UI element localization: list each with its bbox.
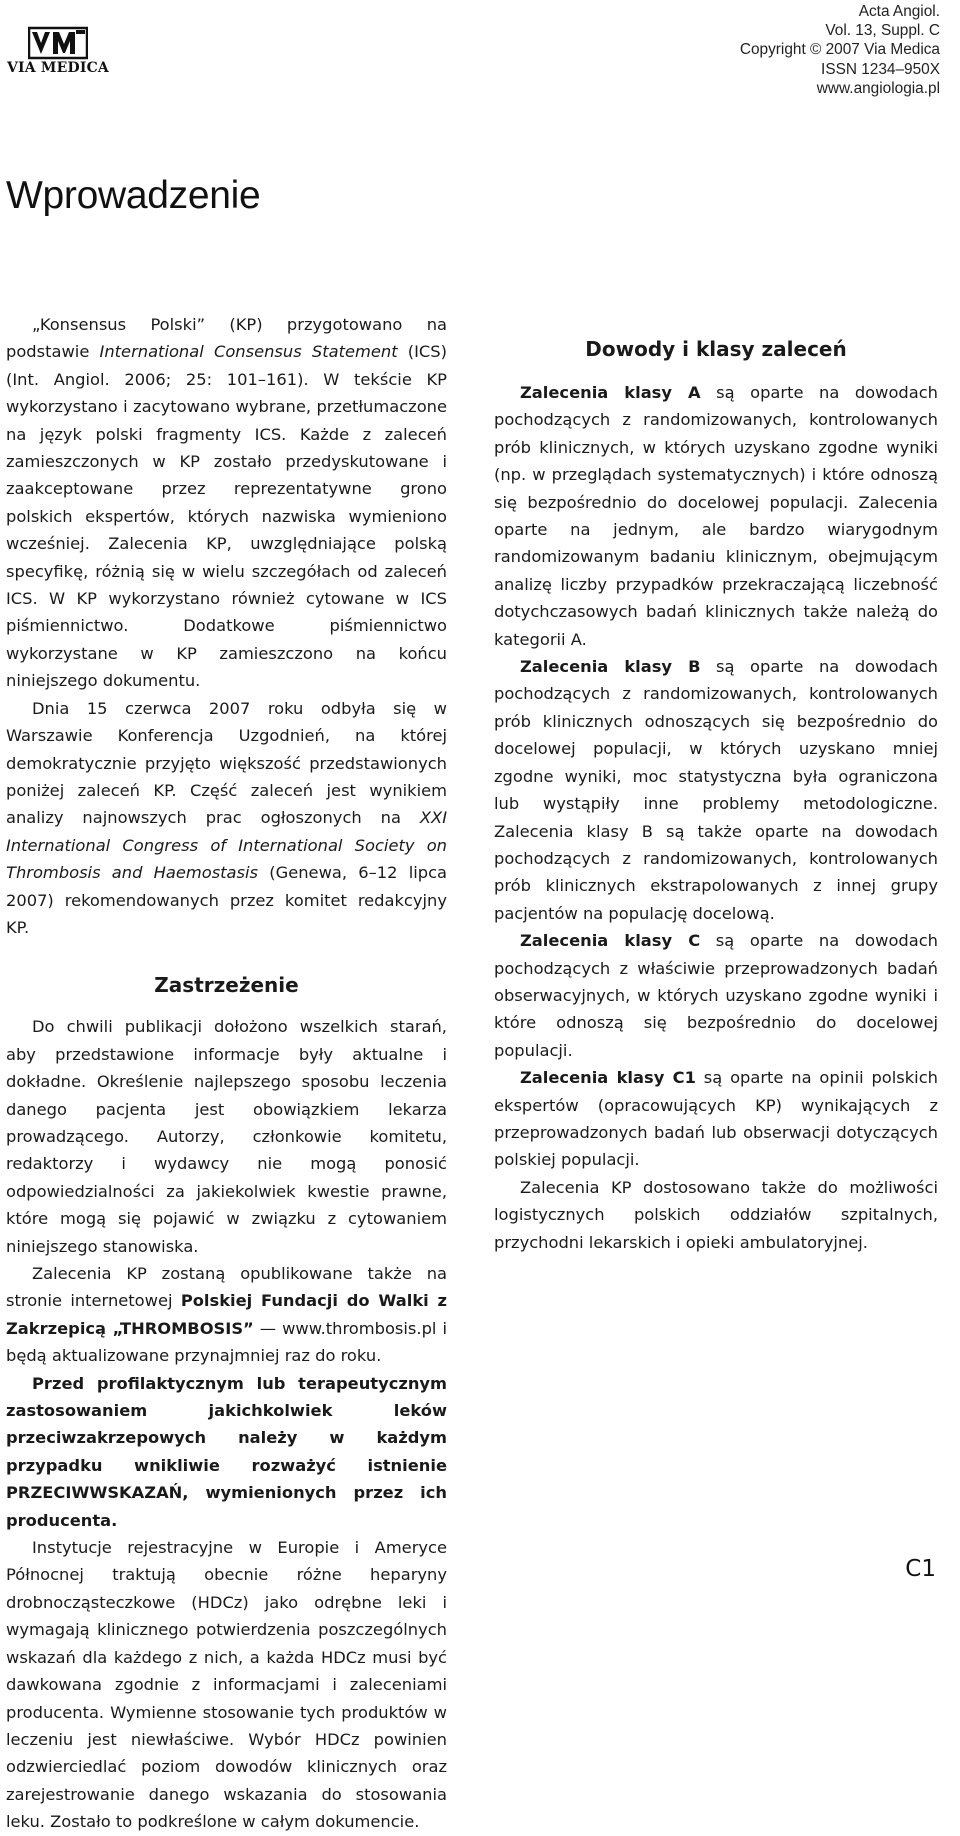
journal-volume: Vol. 13, Suppl. C	[825, 22, 940, 40]
meeting-text-2: (Genewa, 6–12 lipca 2007) rekomendowanych przez komitet redakcyjny KP.	[6, 863, 448, 937]
warning-text: Przed profilaktycznym lub terapeutycznym zastosowaniem jakichkolwiek leków przeciwzakrzepowych należy w każdym przypadku wnikliwie rozważyć istnienie PRZECIWWSKAZAŃ, wymienionych przez ich producenta.	[6, 1373, 447, 1530]
intro-text-2: (ICS) (Int. Angiol. 2006; 25: 101–161). W tekście KP wykorzystano i zacytowano wybrane, przetłumaczone na język polski fragmenty ICS. Każde z zaleceń zamieszczonych w KP zostało przedyskutowane i zaakceptowane przez reprezentatywne grono polskich ekspertów, których nazwiska wymieniono wcześniej. Zalecenia KP, uwzględniające polską specyfikę, różnią się w wielu szczegółach od zaleceń ICS. W KP wykorzystano również cytowane w ICS piśmiennictwo. Dodatkowe piśmiennictwo wykorzystane w KP zamieszczono na końcu niniejszego dokumentu.	[6, 342, 447, 691]
meeting-paragraph	[6, 695, 447, 942]
class-a-paragraph	[494, 379, 938, 653]
journal-issn: ISSN 1234–950X	[821, 60, 940, 78]
publish-text-2: — www.thrombosis.pl i będą aktualizowane przynajmniej raz do roku.	[6, 1318, 447, 1366]
closing-paragraph: Zalecenia KP dostosowano także do możliwości logistycznych polskich oddziałów szpitalnych, przychodni lekarskich i opieki ambulatoryjnej.	[494, 1177, 938, 1252]
institutions-paragraph: Instytucje rejestracyjne w Europie i Ameryce Północnej traktują obecnie różne heparyny drobnocząsteczkowe (HDCz) jako odrębne leki i wymagają klinicznego potwierdzenia poszczególnych wskazań dla każdego z nich, a każda HDCz musi być dawkowana zgodnie z informacjami i zaleceniami producenta. Wymienne stosowanie tych produktów w leczeniu jest niewłaściwe. Wybór HDCz powinien odzwierciedlać poziom dowodów klinicznych oraz zarejestrowanie danego wskazania do stosowania leku. Zostało to podkreślone w całym dokumencie.	[6, 1538, 447, 1832]
journal-info	[740, 2, 940, 98]
evidence-heading: Dowody i klasy zaleceń	[585, 337, 847, 361]
class-c1-label: Zalecenia klasy C1	[520, 1068, 696, 1088]
class-a-text: są oparte na dowodach pochodzących z randomizowanych, kontrolowanych prób klinicznych, w których uzyskano zgodne wyniki (np. w przeglądach systematycznych) i które odnoszą się bezpośrednio do docelowej populacji. Zalecenia oparte na jednym, ale bardzo wiarygodnym randomizowanym badaniu klinicznym, obejmującym analizę liczby przypadków przekraczającą liczebność dotychczasowych badań klinicznych także należą do kategorii A.	[494, 383, 938, 649]
class-c-label: Zalecenia klasy C	[520, 931, 701, 951]
disclaimer-heading: Zastrzeżenie	[154, 973, 299, 998]
warning-paragraph	[6, 1370, 447, 1534]
journal-url: www.angiologia.pl	[816, 79, 940, 97]
class-c-paragraph	[494, 927, 938, 1064]
vm-monogram-icon	[28, 26, 88, 60]
publish-bold: Polskiej Fundacji do Walki z Zakrzepicą „THROMBOSIS”	[6, 1291, 448, 1338]
class-b-label: Zalecenia klasy B	[520, 657, 701, 677]
journal-title: Acta Angiol.	[858, 3, 940, 20]
left-column	[6, 311, 447, 1836]
via-medica-logo	[6, 26, 110, 78]
publish-text-1: Zalecenia KP zostaną opublikowane także na stronie internetowej	[6, 1264, 447, 1311]
intro-paragraph	[6, 311, 447, 695]
journal-copyright: Copyright © 2007 Via Medica	[739, 41, 940, 59]
page-title: Wprowadzenie	[6, 174, 261, 217]
intro-text-1: „Konsensus Polski” (KP) przygotowano na podstawie	[6, 315, 447, 362]
right-column	[494, 311, 938, 1256]
meeting-text-1: Dnia 15 czerwca 2007 roku odbyła się w Warszawie Konferencja Uzgodnień, na której demokratycznie przyjęto większość przedstawionych poniżej zaleceń KP. Część zaleceń jest wynikiem analizy najnowszych prac ogłoszonych na	[6, 698, 447, 828]
class-c1-paragraph	[494, 1064, 938, 1174]
publish-paragraph	[6, 1260, 447, 1370]
disclaimer-paragraph: Do chwili publikacji dołożono wszelkich starań, aby przedstawione informacje były aktualne i dokładne. Określenie najlepszego sposobu leczenia danego pacjenta jest obowiązkiem lekarza prowadzącego. Autorzy, członkowie komitetu, redaktorzy i wydawcy nie mogą ponosić odpowiedzialności za jakiekolwiek kwestie prawne, które mogą się pojawić w związku z cytowaniem niniejszego stanowiska.	[6, 1017, 447, 1256]
class-a-label: Zalecenia klasy A	[520, 383, 701, 402]
class-b-text: są oparte na dowodach pochodzących z randomizowanych, kontrolowanych prób klinicznych odnoszących się bezpośrednio do docelowej populacji, w których uzyskano mniej zgodne wyniki, moc statystyczna była ograniczona lub wystąpiły inne problemy metodologiczne. Zalecenia klasy B są także oparte na dowodach pochodzących z randomizowanych, kontrolowanych prób klinicznych ekstrapolowanych z innej grupy pacjentów na populację docelową.	[494, 657, 938, 923]
class-c1-text: są oparte na opinii polskich ekspertów (opracowujących KP) wynikających z przeprowadzonych badań lub obserwacji dotyczących polskiej populacji.	[494, 1068, 938, 1170]
class-b-paragraph	[494, 653, 938, 927]
logo-text: VIA MEDICA	[6, 60, 109, 76]
intro-italic: International Consensus Statement	[99, 342, 398, 362]
class-c-text: są oparte na dowodach pochodzących z właściwie przeprowadzonych badań obserwacyjnych, w których uzyskano zgodne wyniki i które odnoszą się bezpośrednio do docelowej populacji.	[494, 931, 938, 1060]
page-number: C1	[905, 1556, 936, 1582]
meeting-italic: XXI International Congress of International Society on Thrombosis and Haemostasis	[6, 808, 447, 883]
